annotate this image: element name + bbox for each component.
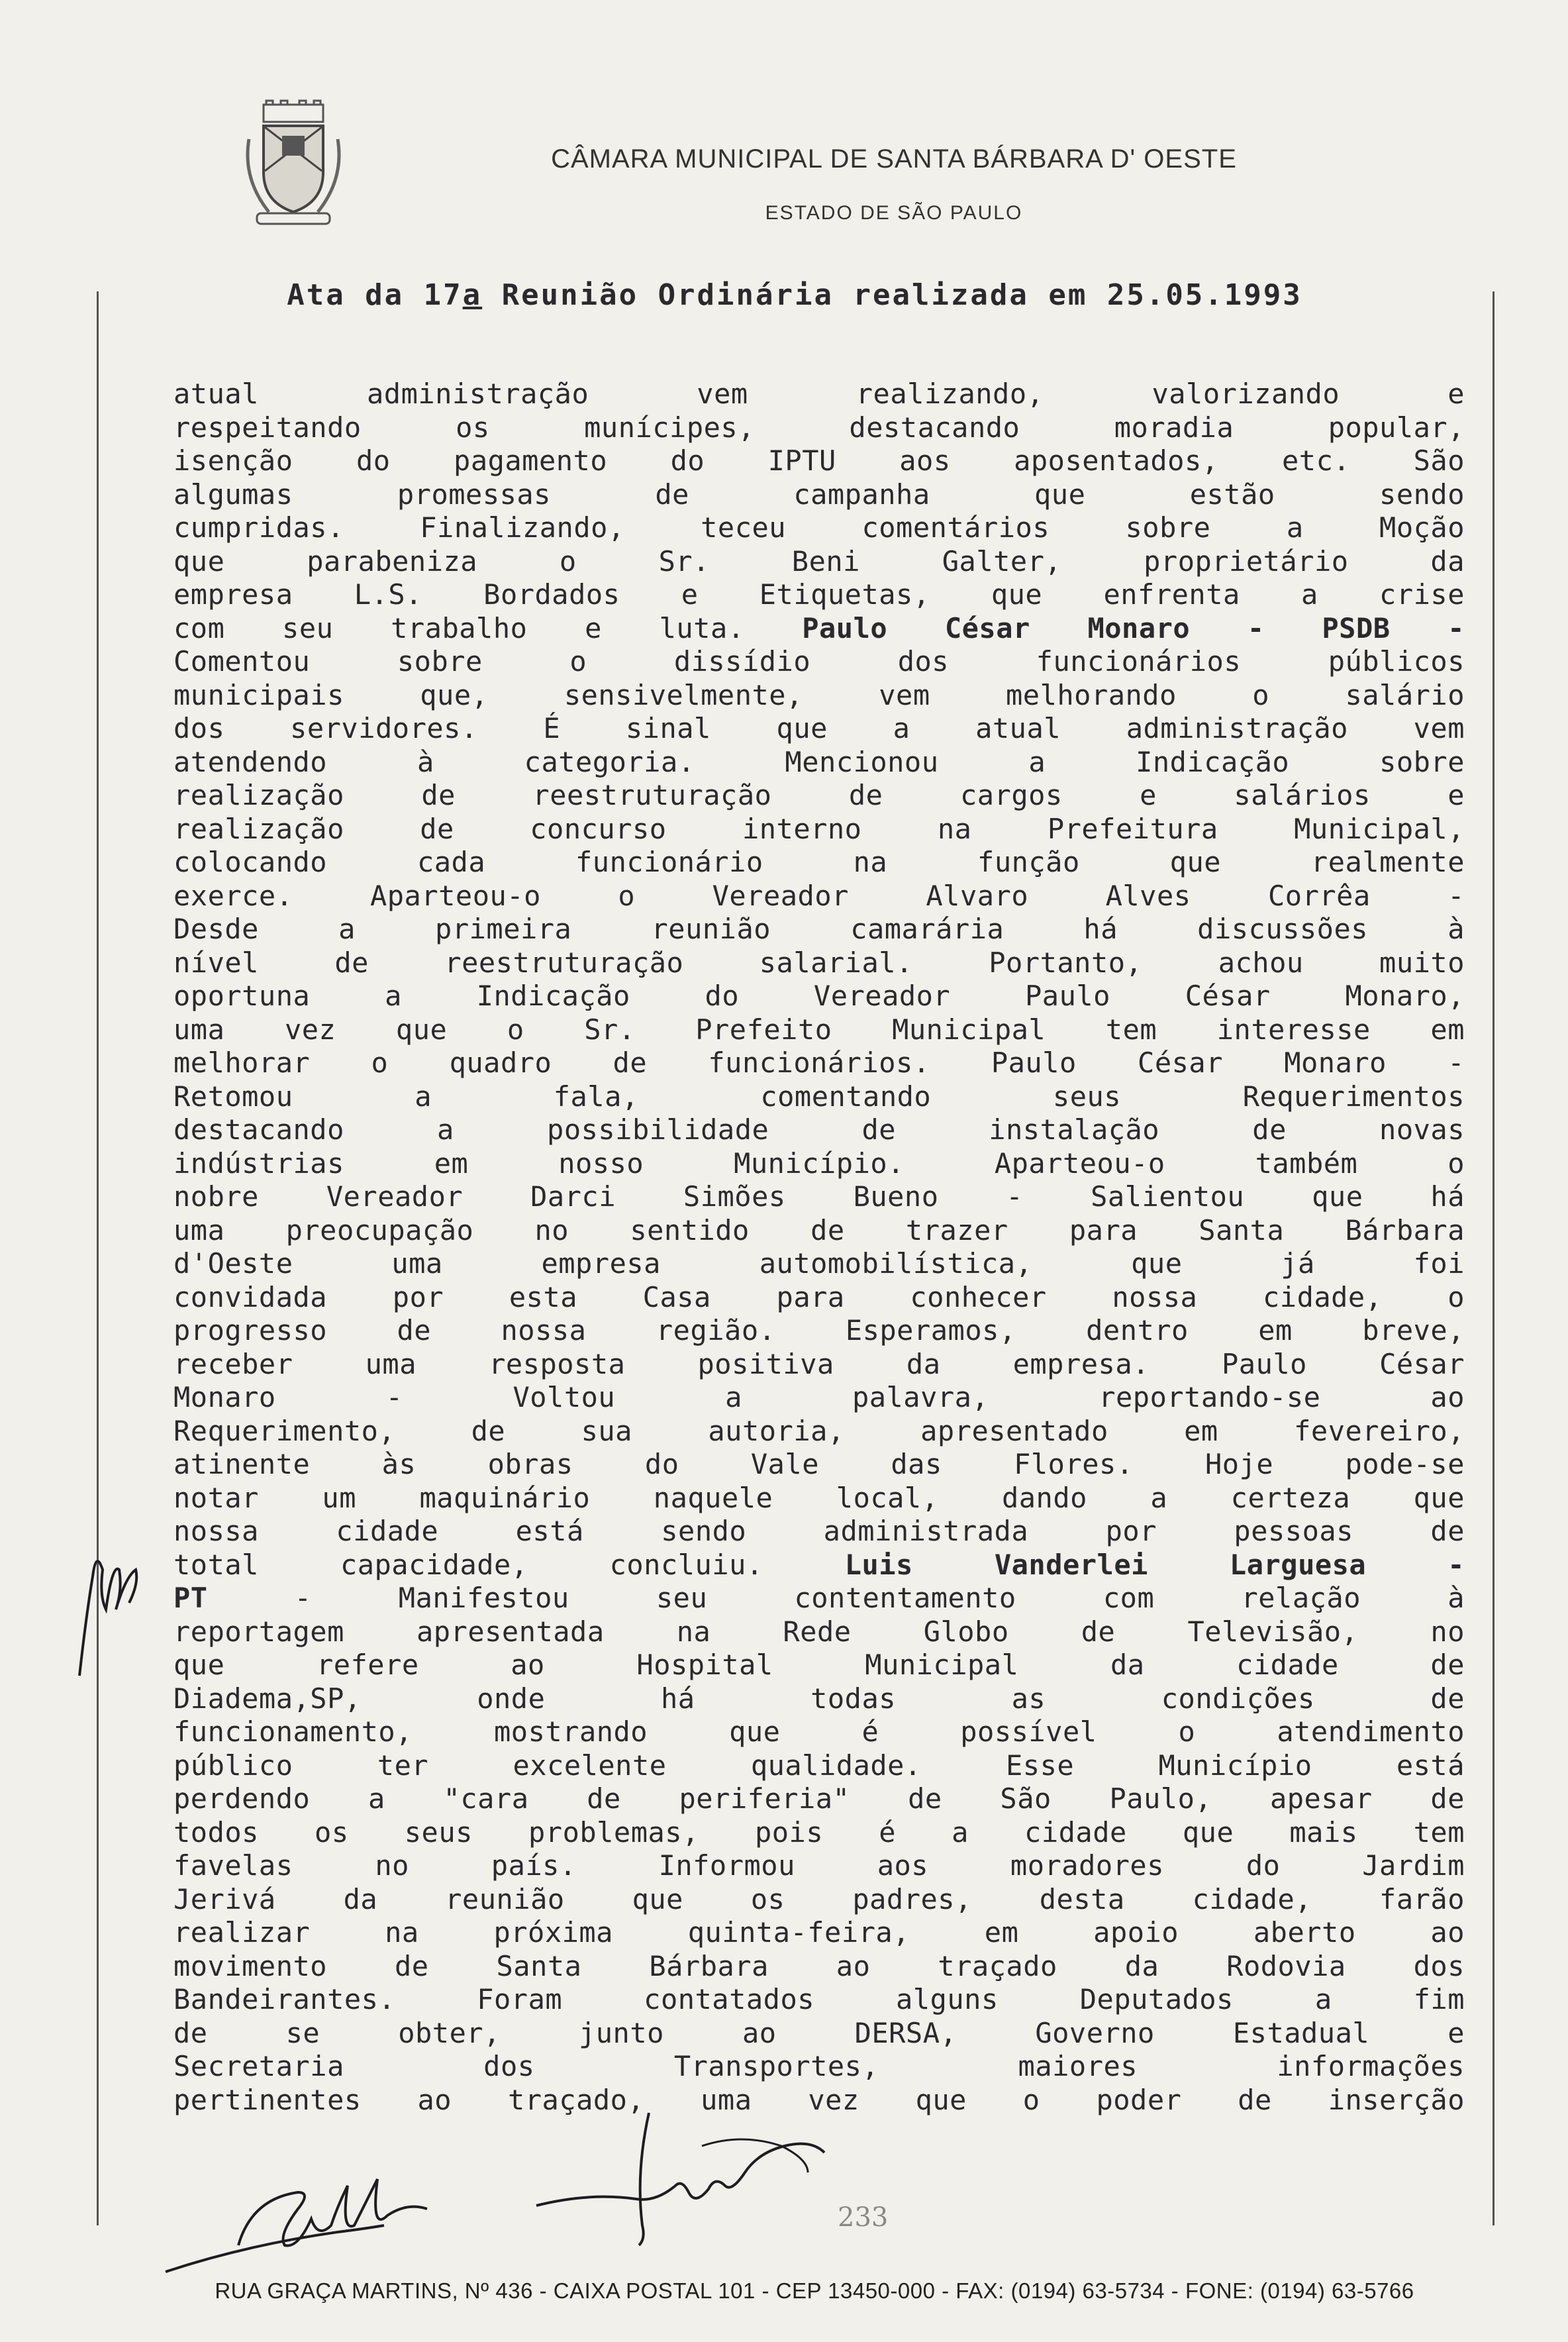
text-line [173, 679, 1465, 713]
speaker-name: Paulo César Monaro - PSDB - [802, 611, 1465, 644]
text-line [173, 1247, 1465, 1281]
speaker-name: Luis Vanderlei Larguesa - [844, 1548, 1465, 1581]
text-line [173, 813, 1465, 846]
text-line [173, 1749, 1465, 1783]
text-line [173, 2017, 1465, 2051]
line-text: pertinentes ao traçado, uma vez que o poder de inserção [173, 2083, 1465, 2116]
text-line [173, 1013, 1465, 1047]
text-line [173, 1649, 1465, 1682]
line-text: atinente às obras do Vale das Flores. Hoje pode-se [173, 1448, 1465, 1480]
line-text: público ter excelente qualidade. Esse Município está [173, 1749, 1465, 1782]
line-text: Desde a primeira reunião camarária há discussões à [173, 913, 1465, 945]
text-line [173, 1415, 1465, 1449]
line-text: com seu trabalho e luta. [173, 611, 803, 644]
line-text: progresso de nossa região. Esperamos, dentro em breve, [173, 1314, 1465, 1347]
line-text: uma preocupação no sentido de trazer para Santa Bárbara [173, 1213, 1465, 1247]
text-line [173, 1180, 1465, 1214]
line-text: que refere ao Hospital Municipal da cidade de [173, 1649, 1465, 1681]
text-line [173, 1515, 1465, 1549]
line-text: isenção do pagamento do IPTU aos aposentados, etc. São [173, 444, 1465, 477]
text-line [173, 980, 1465, 1013]
text-line [173, 545, 1465, 579]
margin-signature [60, 1517, 146, 1682]
line-text: uma vez que o Sr. Prefeito Municipal tem interesse em [173, 1013, 1465, 1046]
text-line [173, 1348, 1465, 1382]
line-text: nossa cidade está sendo administrada por pessoas de [173, 1515, 1465, 1547]
text-line [173, 1916, 1465, 1950]
line-text: destacando a possibilidade de instalação de novas [173, 1113, 1465, 1146]
line-text: de se obter, junto ao DERSA, Governo Estadual e [173, 2016, 1465, 2049]
text-line [173, 411, 1465, 445]
line-text: dos servidores. É sinal que a atual administração vem [173, 712, 1465, 744]
line-text: d'Oeste uma empresa automobilística, que já foi [173, 1247, 1465, 1280]
text-line [173, 1147, 1465, 1181]
text-line [173, 1715, 1465, 1749]
footer-address: RUA GRAÇA MARTINS, Nº 436 - CAIXA POSTAL 101 - CEP 13450-000 - FAX: (0194) 63-5734 - FONE: (0194) 63-5766 [215, 2278, 1414, 2303]
line-text: reportagem apresentada na Rede Globo de Televisão, no [173, 1615, 1465, 1648]
text-line [173, 880, 1465, 913]
line-text: Diadema,SP, onde há todas as condições de [173, 1682, 1465, 1715]
line-text: indústrias em nosso Município. Aparteou-o também o [173, 1146, 1465, 1180]
line-text: empresa L.S. Bordados e Etiquetas, que enfrenta a crise [173, 578, 1465, 611]
left-frame-line [97, 291, 99, 2225]
line-text: respeitando os munícipes, destacando moradia popular, [173, 411, 1465, 444]
text-line [173, 1080, 1465, 1114]
line-text: todos os seus problemas, pois é a cidade que mais tem [173, 1815, 1465, 1849]
speaker-name: PT [173, 1582, 208, 1614]
line-text: Requerimento, de sua autoria, apresentado em fevereiro, [173, 1414, 1465, 1447]
text-line [173, 2050, 1465, 2084]
chamber-name: CÂMARA MUNICIPAL DE SANTA BÁRBARA D' OESTE [551, 144, 1237, 174]
line-text: realizar na próxima quinta-feira, em apoio aberto ao [173, 1916, 1465, 1949]
line-text: melhorar o quadro de funcionários. Paulo César Monaro - [173, 1046, 1465, 1079]
text-line [173, 846, 1465, 880]
text-line [173, 1549, 1465, 1582]
line-text: favelas no país. Informou aos moradores do Jardim [173, 1849, 1465, 1882]
line-text: municipais que, sensivelmente, vem melhorando o salário [173, 678, 1465, 711]
line-text: Bandeirantes. Foram contatados alguns Deputados a fim [173, 1983, 1465, 2015]
line-text: atual administração vem realizando, valorizando e [173, 378, 1465, 410]
text-line [173, 1849, 1465, 1883]
text-line [173, 1682, 1465, 1716]
text-line [173, 1113, 1465, 1147]
line-text: colocando cada funcionário na função que realmente [173, 846, 1465, 878]
line-text: total capacidade, concluiu. [173, 1548, 845, 1581]
line-text: nível de reestruturação salarial. Portanto, achou muito [173, 946, 1465, 979]
minutes-title: Ata da 17a Reunião Ordinária realizada em 25.05.1993 [287, 278, 1302, 312]
line-text: Comentou sobre o dissídio dos funcionários públicos [173, 645, 1465, 678]
text-line [173, 1381, 1465, 1415]
line-text: atendendo à categoria. Mencionou a Indicação sobre [173, 745, 1465, 778]
line-text: exerce. Aparteou-o o Vereador Alvaro Alves Corrêa - [173, 879, 1465, 912]
line-text: movimento de Santa Bárbara ao traçado da Rodovia dos [173, 1949, 1465, 1982]
text-line [173, 1615, 1465, 1649]
text-line [173, 1281, 1465, 1315]
text-line [173, 1046, 1465, 1080]
line-text: receber uma resposta positiva da empresa. Paulo César [173, 1347, 1465, 1380]
text-line [173, 946, 1465, 980]
municipal-crest-icon [244, 99, 343, 232]
text-line [173, 1883, 1465, 1917]
line-text: oportuna a Indicação do Vereador Paulo César Monaro, [173, 980, 1465, 1012]
state-name: ESTADO DE SÃO PAULO [765, 202, 1023, 224]
text-line [173, 746, 1465, 780]
text-line [173, 1983, 1465, 2017]
secretary-signature [159, 2146, 530, 2278]
text-line [173, 1314, 1465, 1348]
text-line [173, 1782, 1465, 1816]
text-line [173, 1582, 1465, 1615]
line-text: Monaro - Voltou a palavra, reportando-se ao [173, 1381, 1465, 1413]
text-line [173, 1816, 1465, 1850]
president-signature [530, 2106, 841, 2252]
text-line [173, 612, 1465, 646]
page-number: 233 [838, 2202, 889, 2233]
text-line [173, 511, 1465, 545]
line-text: Jerivá da reunião que os padres, desta cidade, farão [173, 1882, 1465, 1915]
text-line [173, 444, 1465, 478]
line-text: que parabeniza o Sr. Beni Galter, proprietário da [173, 544, 1465, 578]
line-text: - Manifestou seu contentamento com relação à [207, 1582, 1465, 1614]
line-text: Secretaria dos Transportes, maiores informações [173, 2050, 1465, 2082]
text-line [173, 779, 1465, 813]
line-text: notar um maquinário naquele local, dando a certeza que [173, 1481, 1465, 1514]
minutes-body [173, 378, 1465, 2117]
text-line [173, 712, 1465, 746]
text-line [173, 645, 1465, 679]
text-line [173, 578, 1465, 612]
line-text: Retomou a fala, comentando seus Requerimentos [173, 1080, 1465, 1113]
line-text: cumpridas. Finalizando, teceu comentários sobre a Moção [173, 511, 1465, 544]
line-text: convidada por esta Casa para conhecer nossa cidade, o [173, 1280, 1465, 1313]
line-text: realização de reestruturação de cargos e salários e [173, 779, 1465, 811]
right-frame-line [1493, 291, 1494, 2225]
text-line [173, 478, 1465, 512]
text-line [173, 913, 1465, 946]
line-text: funcionamento, mostrando que é possível o atendimento [173, 1715, 1465, 1748]
line-text: nobre Vereador Darci Simões Bueno - Salientou que há [173, 1180, 1465, 1213]
text-line [173, 1950, 1465, 1984]
line-text: perdendo a "cara de periferia" de São Paulo, apesar de [173, 1782, 1465, 1815]
line-text: realização de concurso interno na Prefeitura Municipal, [173, 812, 1465, 845]
text-line [173, 1448, 1465, 1482]
text-line [173, 1214, 1465, 1248]
text-line [173, 378, 1465, 411]
text-line [173, 1482, 1465, 1515]
line-text: algumas promessas de campanha que estão sendo [173, 478, 1465, 511]
